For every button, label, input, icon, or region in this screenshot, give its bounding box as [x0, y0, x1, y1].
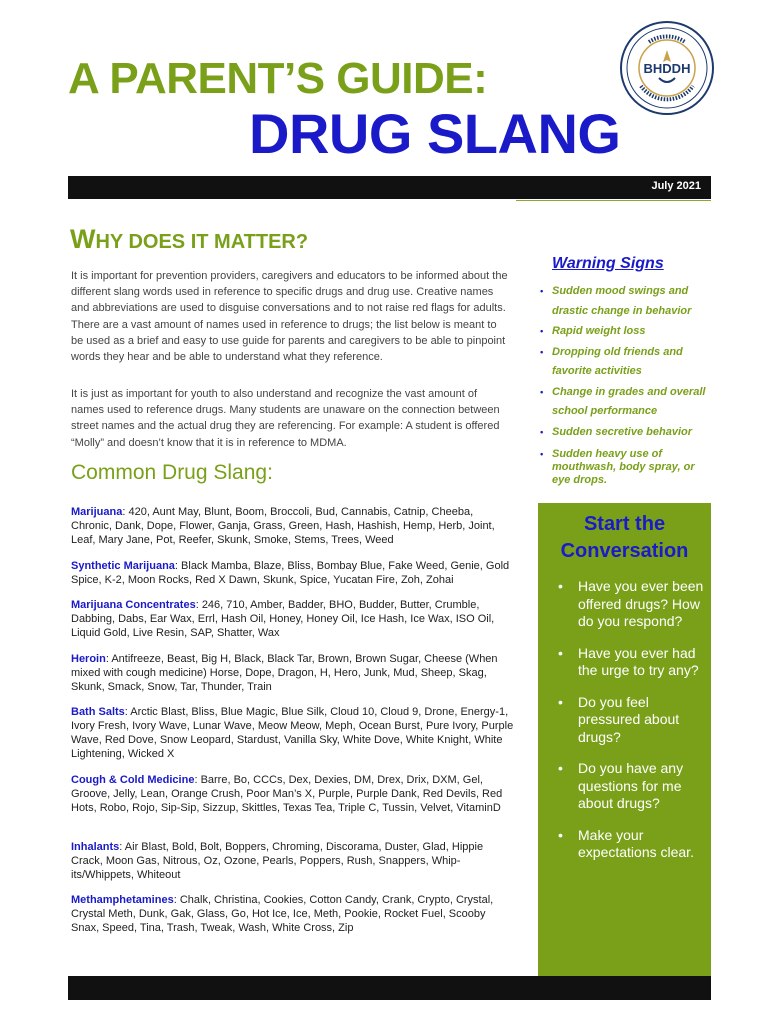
slang-entry-methamphetamines — [71, 893, 516, 935]
intro-paragraph-2: It is just as important for youth to also understand and recognize the vast amount of names used to reference drugs. Many students are unaware on the connection between street names and the actual drug they are referencing. For example: A student is offered “Molly” and doesn’t know that it is in reference to MDMA. — [71, 388, 500, 449]
slang-terms: : Chalk, Christina, Cookies, Cotton Candy, Crank, Crypto, Crystal, Crystal Meth, Dunk, Gak, Glass, Go, Hot Ice, Ice, Meth, Pookie, Rocket Fuel, Scooby Snax, Speed, Tina, Trash, Tweak, Wash, White Cross, Zip — [71, 894, 494, 934]
title-line-1: A PARENT’S GUIDE: — [68, 54, 488, 103]
warning-sign-item: • Sudden heavy use of mouthwash, body spray, or eye drops. — [540, 448, 712, 487]
warning-sign-item: • Sudden secretive behavior — [540, 423, 712, 443]
slang-category: Marijuana Concentrates — [71, 599, 196, 611]
bhddh-seal-logo — [619, 20, 715, 116]
warning-sign-item: • Change in grades and overall school performance — [540, 383, 712, 422]
slang-category: Inhalants — [71, 841, 120, 853]
section-heading-common-slang: Common Drug Slang: — [71, 461, 273, 484]
conversation-item: • Do you have any questions for me about drugs? — [538, 760, 711, 813]
slang-entry-inhalants — [71, 840, 516, 882]
slang-entry-marijuana — [71, 505, 516, 547]
conversation-item: • Have you ever been offered drugs? How do you respond? — [538, 578, 711, 631]
conversation-title: Start the Conversation — [560, 513, 689, 562]
heading-initial: W — [70, 224, 96, 254]
slang-terms: : Antifreeze, Beast, Big H, Black, Black Tar, Brown, Brown Sugar, Cheese (When mixed with cough medicine) Horse, Dope, Dragon, H, Hero, Junk, Mud, Sheep, Skag, Skunk, Smack, Snow, Tar, Thunder, Train — [71, 653, 498, 693]
header-bar — [68, 176, 711, 199]
slang-terms: : 420, Aunt May, Blunt, Boom, Broccoli, Bud, Cannabis, Catnip, Cheeba, Chronic, Dank, Dope, Flower, Ganja, Grass, Green, Hash, Hashish, Hemp, Herb, Joint, Leaf, Mary Jane, Pot, Reefer, Skunk, Smoke, Stems, Trees, Weed — [71, 506, 495, 546]
issue-date: July 2021 — [651, 180, 701, 192]
slang-terms: : Air Blast, Bold, Bolt, Boppers, Chroming, Discorama, Duster, Glad, Hippie Crack, Moon Gas, Nitrous, Oz, Ozone, Pearls, Poppers, Rush, Snappers, Whip-its/Whippets, Whiteout — [71, 841, 484, 881]
slang-terms: : Arctic Blast, Bliss, Blue Magic, Blue Silk, Cloud 10, Cloud 9, Drone, Energy-1, Ivory Fresh, Ivory Wave, Lunar Wave, Meow Meow, Meph, Ocean Burst, Pure Ivory, Purple Wave, Red Dove, Snow Leopard, Stardust, Vanilla Sky, White Dove, White Knight, White Lightening, Wicked X — [71, 706, 514, 760]
warning-signs-title: Warning Signs — [552, 255, 664, 272]
section-heading-why — [70, 224, 308, 255]
slang-terms: : Barre, Bo, CCCs, Dex, Dexies, DM, Drex, Drix, DXM, Gel, Groove, Jelly, Lean, Orange Crush, Poor Man’s X, Purple, Purple Dank, Red Devils, Red Hots, Robo, Rojo, Sip-Sip, Sizzup, Skittles, Texas Tea, Triple C, Tussin, Velvet, VitaminD — [71, 774, 503, 814]
conversation-item: • Do you feel pressured about drugs? — [538, 694, 711, 747]
warning-signs-list — [540, 282, 712, 488]
slang-category: Synthetic Marijuana — [71, 560, 175, 572]
title-line-2: DRUG SLANG — [249, 102, 621, 165]
slang-category: Marijuana — [71, 506, 123, 518]
intro-paragraph-1: It is important for prevention providers, caregivers and educators to be informed about the different slang words used in reference to specific drugs and drug use. Creative names and abbreviations are used to disguise conversations and to not raise red flags for adults. There are a vast amount of names used in reference to drugs; the list below is meant to be used as a brief and easy to use guide for parents and caregivers to be able to pinpoint words they hear and be able to understand what they reference. — [71, 270, 508, 364]
slang-entry-marijuana-concentrates — [71, 598, 516, 640]
slang-entry-cough-cold-medicine — [71, 773, 516, 815]
slang-terms: : 246, 710, Amber, Badder, BHO, Budder, Butter, Crumble, Dabbing, Dabs, Ear Wax, Errl, Hash Oil, Honey, Honey Oil, Ice Hash, Ice Wax, ISO Oil, Liquid Gold, Live Resin, SAP, Shatter, Wax — [71, 599, 495, 639]
slang-entry-synthetic-marijuana — [71, 559, 516, 587]
seal-text: BHDDH — [643, 61, 691, 76]
divider — [516, 200, 711, 201]
slang-entry-bath-salts — [71, 705, 516, 761]
warning-sign-item: • Dropping old friends and favorite activities — [540, 343, 712, 382]
slang-entry-heroin — [71, 652, 516, 694]
slang-category: Bath Salts — [71, 706, 125, 718]
conversation-item: • Make your expectations clear. — [538, 827, 711, 862]
slang-category: Cough & Cold Medicine — [71, 774, 195, 786]
conversation-item: • Have you ever had the urge to try any? — [538, 645, 711, 680]
footer-bar — [68, 976, 711, 1000]
conversation-questions — [538, 578, 711, 876]
warning-sign-item: • Sudden mood swings and drastic change in behavior — [540, 282, 712, 321]
slang-category: Heroin — [71, 653, 106, 665]
slang-category: Methamphetamines — [71, 894, 174, 906]
conversation-box — [538, 503, 711, 976]
slang-terms: : Black Mamba, Blaze, Bliss, Bombay Blue, Fake Weed, Genie, Gold Spice, K-2, Moon Rocks, Red X Dawn, Skunk, Spice, Yucatan Fire, Zoh, Zohai — [71, 560, 510, 586]
heading-rest: HY DOES IT MATTER? — [95, 231, 309, 253]
warning-sign-item: • Rapid weight loss — [540, 322, 712, 342]
